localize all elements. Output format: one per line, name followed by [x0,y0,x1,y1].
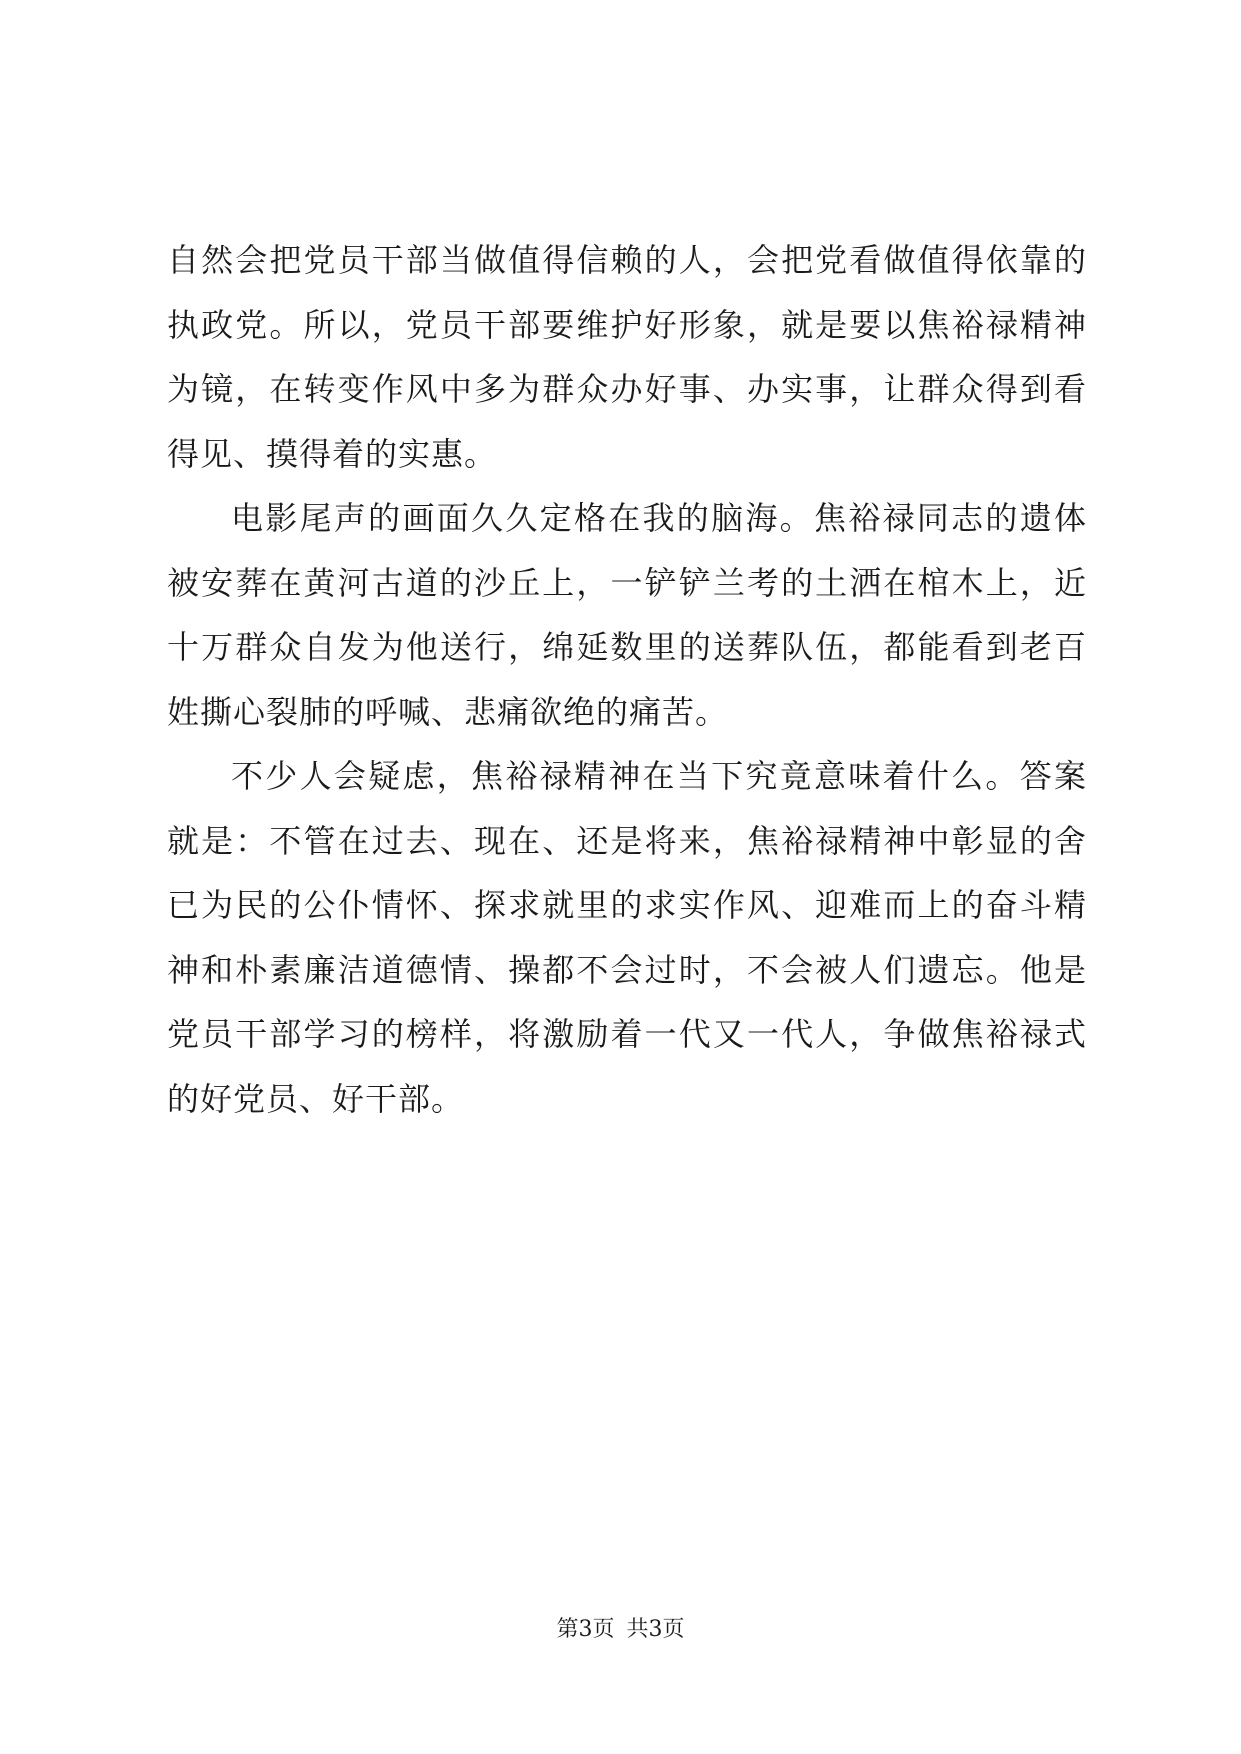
paragraph-spirit-meaning: 不少人会疑虑，焦裕禄精神在当下究竟意味着什么。答案就是：不管在过去、现在、还是将来，焦裕禄精神中彰显的舍已为民的公仆情怀、探求就里的求实作风、迎难而上的奋斗精神和朴素廉洁道德情、操都不会过时，不会被人们遗忘。他是党员干部学习的榜样，将激励着一代又一代人，争做焦裕禄式的好党员、好干部。 [167,757,1087,1118]
page-number-current: 第3页 [556,1617,615,1642]
paragraph-film-ending: 电影尾声的画面久久定格在我的脑海。焦裕禄同志的遗体被安葬在黄河古道的沙丘上，一铲铲兰考的土洒在棺木上，近十万群众自发为他送行，绵延数里的送葬队伍，都能看到老百姓撕心裂肺的呼喊、悲痛欲绝的痛苦。 [167,499,1087,731]
page-number-total: 共3页 [626,1617,685,1642]
document-body [167,228,1087,1131]
page-footer [0,1612,1241,1643]
paragraph-continued: 自然会把党员干部当做值得信赖的人，会把党看做值得依靠的执政党。所以，党员干部要维护好形象，就是要以焦裕禄精神为镜，在转变作风中多为群众办好事、办实事，让群众得到看得见、摸得着的实惠。 [167,241,1087,473]
